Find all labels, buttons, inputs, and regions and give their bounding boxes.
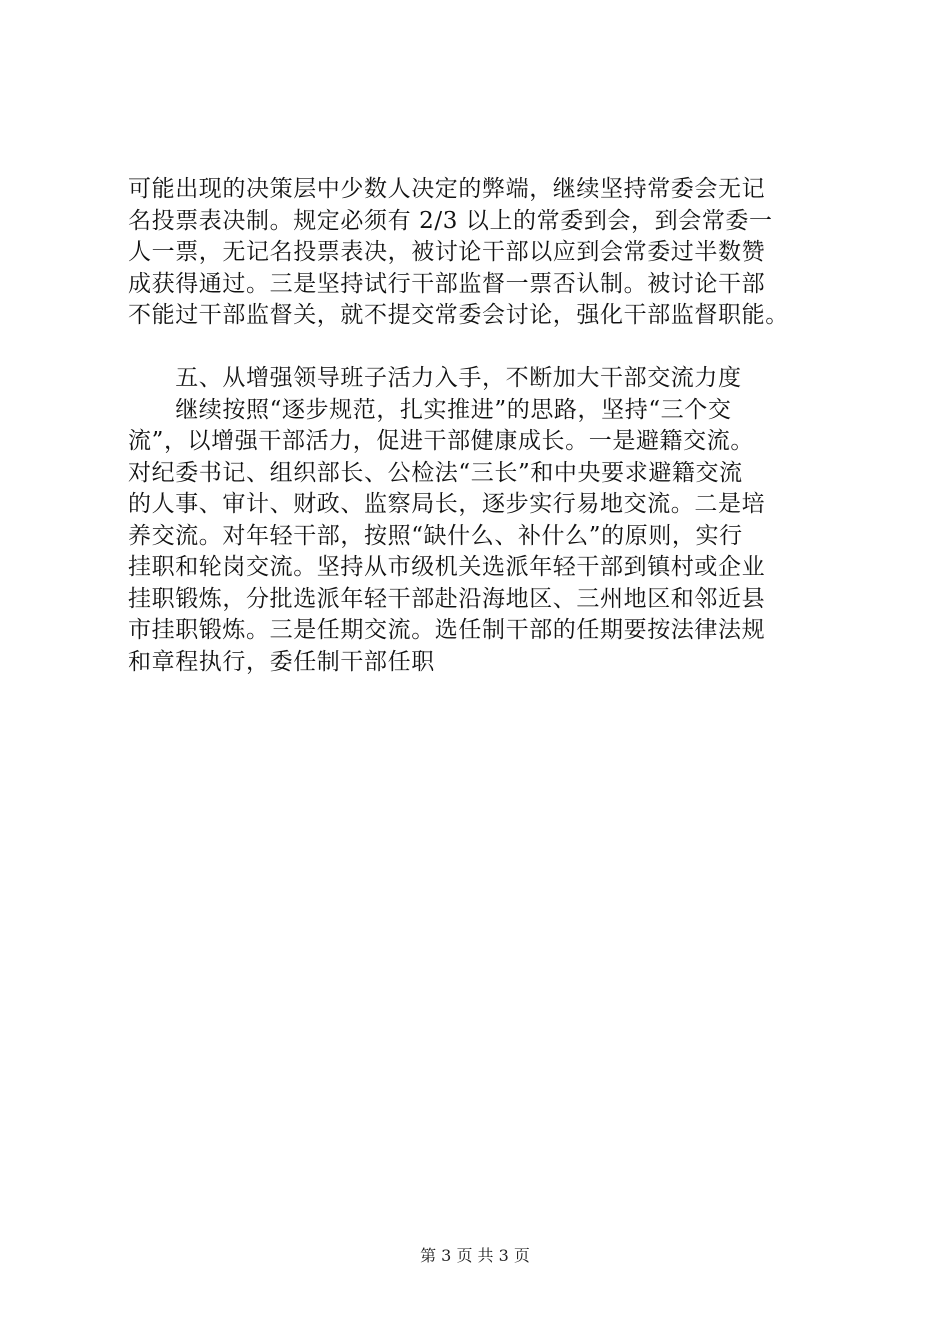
text-line: 流”，以增强干部活力，促进干部健康成长。一是避籍交流。 — [128, 428, 754, 454]
text-line: 的人事、审计、财政、监察局长，逐步实行易地交流。二是培 — [128, 491, 766, 517]
text-line: 挂职锻炼，分批选派年轻干部赴沿海地区、三州地区和邻近县 — [128, 585, 766, 612]
text-line: 市挂职锻炼。三是任期交流。选任制干部的任期要按法律法规 — [128, 617, 766, 643]
text-line: 名投票表决制。规定必须有 2/3 以上的常委到会，到会常委一 — [128, 207, 773, 234]
text-line: 不能过干部监督关，就不提交常委会讨论，强化干部监督职能。 — [128, 302, 789, 328]
text-line: 人一票，无记名投票表决，被讨论干部以应到会常委过半数赞 — [128, 239, 766, 265]
text-line: 可能出现的决策层中少数人决定的弊端，继续坚持常委会无记 — [128, 176, 766, 202]
section-heading: 五、从增强领导班子活力入手，不断加大干部交流力度 — [128, 365, 742, 391]
text-line: 继续按照“逐步规范，扎实推进”的思路，坚持“三个交 — [128, 396, 732, 423]
text-line: 养交流。对年轻干部，按照“缺什么、补什么”的原则，实行 — [128, 522, 743, 549]
paragraph-gap — [128, 332, 838, 364]
text-line: 成获得通过。三是坚持试行干部监督一票否认制。被讨论干部 — [128, 270, 766, 297]
page-number-label: 第 3 页 共 3 页 — [420, 1246, 530, 1265]
text-line: 挂职和轮岗交流。坚持从市级机关选派年轻干部到镇村或企业 — [128, 554, 766, 580]
document-body — [128, 174, 838, 678]
text-line: 对纪委书记、组织部长、公检法“三长”和中央要求避籍交流 — [128, 459, 743, 486]
text-line: 和章程执行，委任制干部任职 — [128, 648, 435, 675]
page-footer — [0, 1243, 950, 1266]
